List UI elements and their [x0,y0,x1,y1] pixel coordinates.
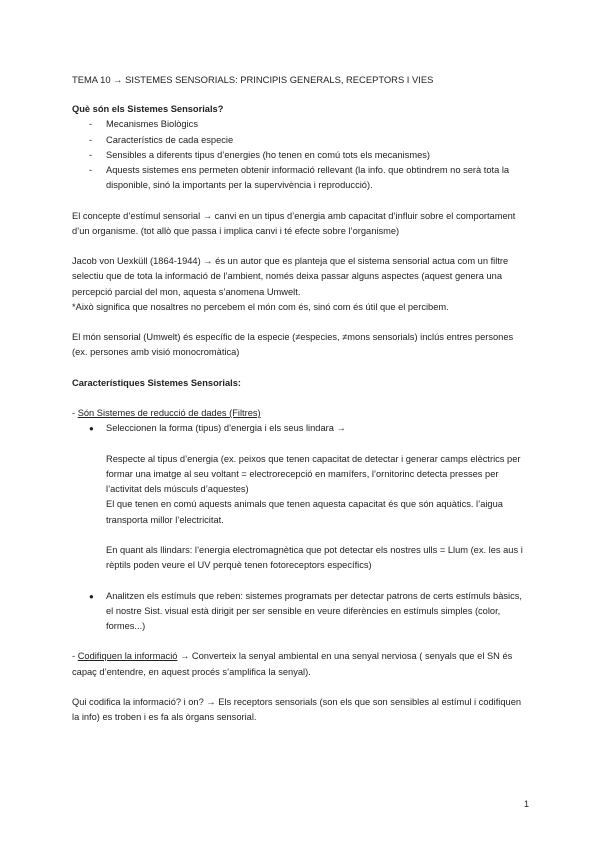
paragraph-thresholds: En quant als llindars: l’energia electromagnètica que pot detectar els nostres ulls = Llum (ex. les aus i rèptils poden veure el UV perquè tenen fotoreceptors específics) [106,544,523,571]
list-item [72,421,528,436]
paragraph-estimul: El concepte d’estímul sensorial → canvi en un tipus d’energia amb capacitat d’influir sobre el comportament d’un organisme. (tot allò que passa i implica canvi i té efecte sobre l’organisme) [72,210,516,236]
paragraph-aquatic: El que tenen en comú aquests animals que tenen aquesta capacitat és que són aquàtics. l’aigua transporta millor l’electricitat. [106,499,503,525]
document-title: TEMA 10 → SISTEMES SENSORIALS: PRINCIPIS GENERALS, RECEPTORS I VIES [72,74,434,85]
paragraph-energy-type: Respecte al tipus d’energia (ex. peixos que tenen capacitat de detectar i generar camps elèctrics per formar una imatge al seu voltant = electrorecepció en mamífers, l’ornitorinc detecta presses per l’activitat dels músculs d’aquestes) [106,453,521,495]
filters-bullet-list [72,421,528,436]
bullet-text: Analitzen els estímuls que reben: sistemes programats per detectar patrons de certs estímuls bàsics, el nostre Sist. visual està dirigit per ser sensible en veure diferències en estímuls simples (color, formes...) [106,590,522,631]
list-item: - Mecanismes Biològics [72,117,528,132]
filters-label: Són Sistemes de reducció de dades (Filtres) [77,408,261,419]
bullet-text: Seleccionen la forma (tipus) d’energia i els seus lindara → [106,423,346,434]
section-heading-characteristics: Característiques Sistemes Sensorials: [72,377,241,388]
section-heading-what-are: Què són els Sistemes Sensorials? [72,104,224,115]
filters-line [72,406,528,421]
bullet-icon: ● [89,591,94,601]
filters-prefix: - [72,408,78,419]
codify-prefix: - [72,651,78,662]
list-item: - Sensibles a diferents tipus d’energies (ho tenen en comú tots els mecanismes) [72,148,528,163]
analysis-bullet-list [72,589,528,635]
bullet-icon: ● [89,424,94,434]
list-item [72,589,528,635]
codify-label: Codifiquen la informació [77,651,178,662]
list-item: - Característics de cada especie [72,133,528,148]
paragraph-umwelt: El món sensorial (Umwelt) és específic de la especie (≠especies, ≠mons sensorials) inclús entres persones (ex. persones amb visió monocromàtica) [72,332,514,358]
definition-list [72,117,528,193]
question-paragraph: Qui codifica la informació? i on? → Els receptors sensorials (son els que son sensibles al estímul i codifiquen la info) es troben i es fa als òrgans sensorial. [72,696,522,723]
paragraph-uexkull: Jacob von Uexküll (1864-1944) → és un autor que es planteja que el sistema sensorial actua com un filtre selectiu que de tota la informació de l’ambient, només deixa passar alguns aspectes (aquest genera una percepció parcial del mon, aquesta s’anomena Umwelt. [72,256,509,297]
paragraph-note: *Això significa que nosaltres no percebem el món com és, sinó com és útil que el percibem. [72,301,449,312]
list-item: - Aquests sistemes ens permeten obtenir informació rellevant (la info. que obtindrem no serà tota la disponible, sinó la importants per la supervivència i reproducció). [72,163,528,193]
codify-paragraph [72,649,528,679]
codify-text: → Converteix la senyal ambiental en una senyal nerviosa ( senyals que el SN és capaç d’entendre, en aquest procés s’amplifica la senyal). [72,651,513,677]
page-number: 1 [523,799,529,809]
